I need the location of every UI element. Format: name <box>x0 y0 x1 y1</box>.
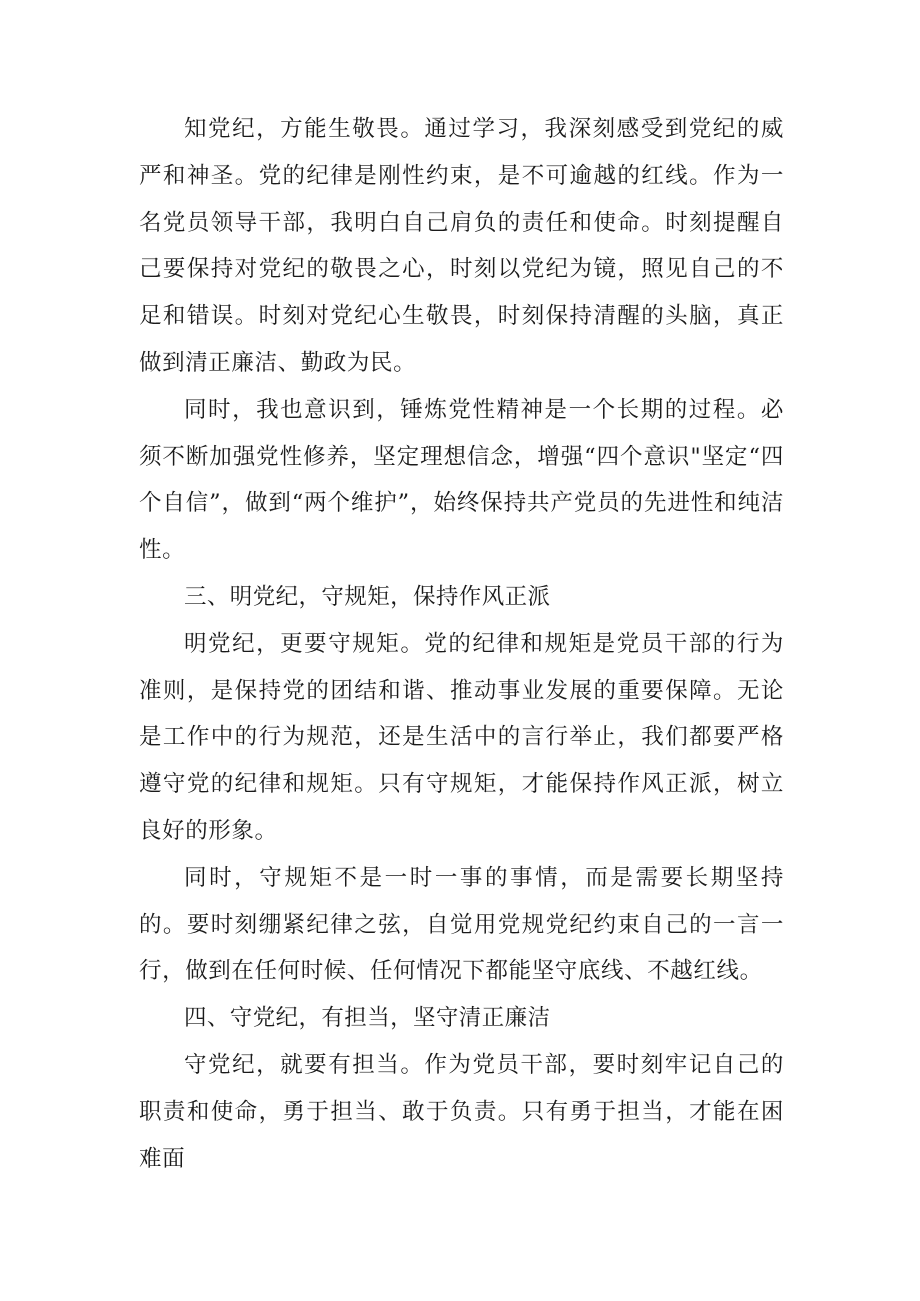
paragraph-respect-discipline: 知党纪，方能生敬畏。通过学习，我深刻感受到党纪的威严和神圣。党的纪律是刚性约束，是不可逾越的红线。作为一名党员领导干部，我明白自己肩负的责任和使命。时刻提醒自己要保持对党纪的敬畏之心，时刻以党纪为镜，照见自己的不足和错误。时刻对党纪心生敬畏，时刻保持清醒的头脑，真正做到清正廉洁、勤政为民。 <box>139 116 784 376</box>
paragraph-responsibility: 守党纪，就要有担当。作为党员干部，要时刻牢记自己的职责和使命，勇于担当、敢于负责。只有勇于担当，才能在困难面 <box>139 1051 784 1172</box>
paragraph-party-spirit: 同时，我也意识到，锤炼党性精神是一个长期的过程。必须不断加强党性修养，坚定理想信念，增强“四个意识"坚定“四个自信”，做到“两个维护”，始终保持共产党员的先进性和纯洁性。 <box>139 396 784 564</box>
document-body <box>139 106 784 1182</box>
section-heading-four: 四、守党纪，有担当，坚守清正廉洁 <box>184 1005 551 1032</box>
section-heading-three: 三、明党纪，守规矩，保持作风正派 <box>184 583 551 610</box>
paragraph-follow-rules: 明党纪，更要守规矩。党的纪律和规矩是党员干部的行为准则，是保持党的团结和谐、推动事业发展的重要保障。无论是工作中的行为规范，还是生活中的言行举止，我们都要严格遵守党的纪律和规矩。只有守规矩，才能保持作风正派，树立良好的形象。 <box>139 630 784 844</box>
paragraph-long-term-rules: 同时，守规矩不是一时一事的事情，而是需要长期坚持的。要时刻绷紧纪律之弦，自觉用党规党纪约束自己的一言一行，做到在任何时候、任何情况下都能坚守底线、不越红线。 <box>139 864 784 985</box>
